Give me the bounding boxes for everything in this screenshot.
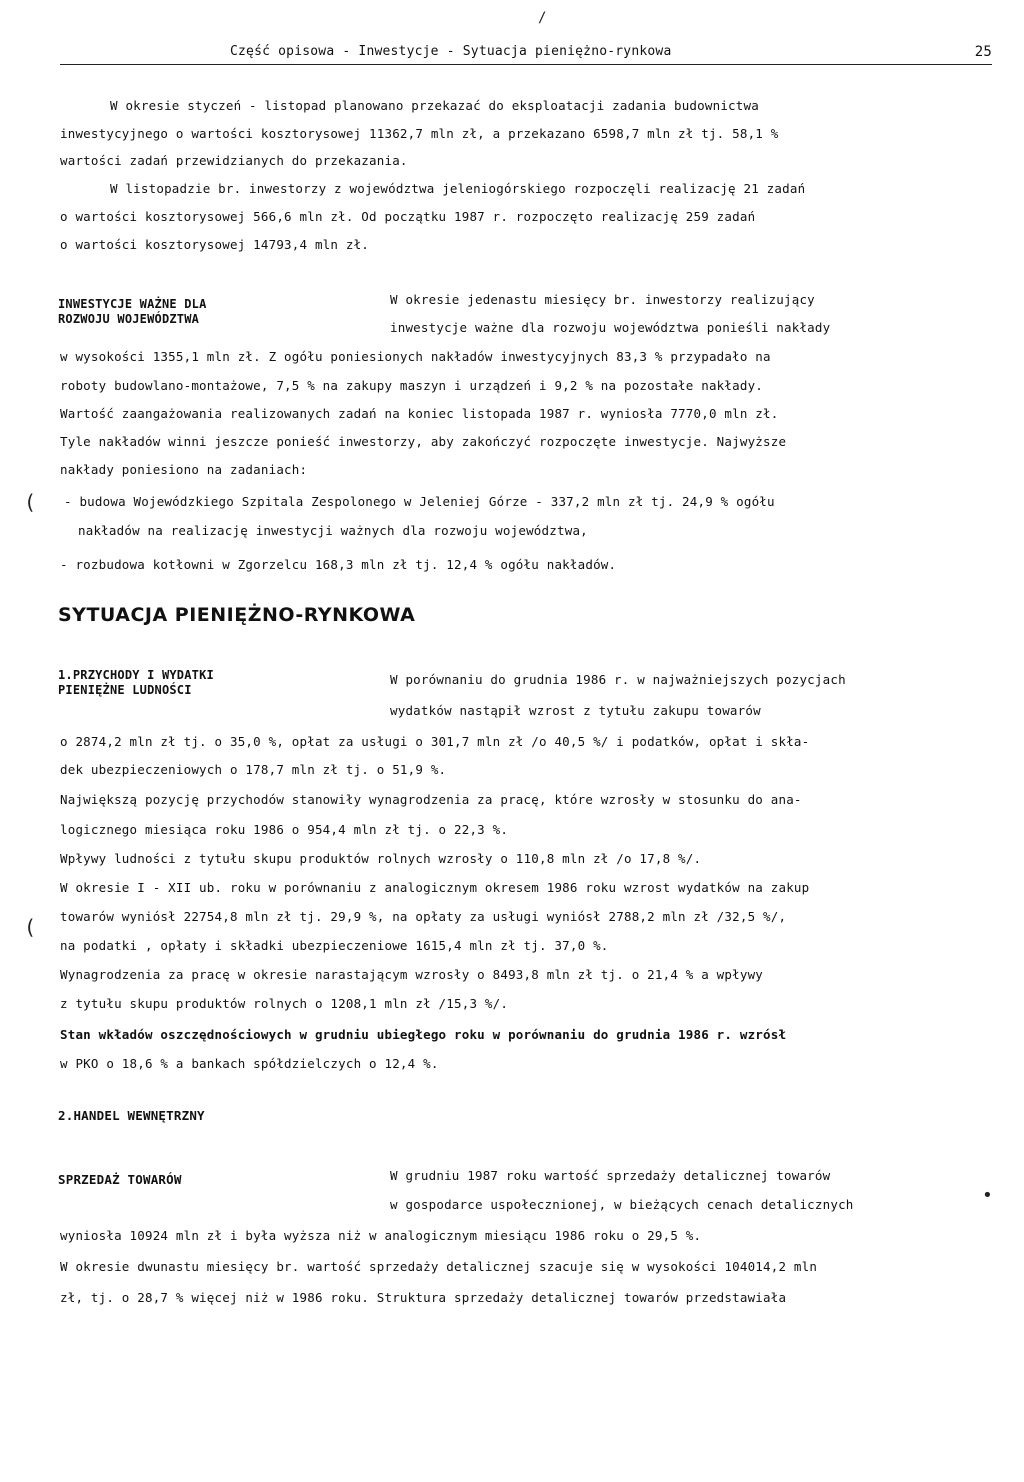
investments-heading-line-1: INWESTYCJE WAŻNE DLA bbox=[58, 297, 207, 311]
income-line-2: dek ubezpieczeniowych o 178,7 mln zł tj. o 51,9 %. bbox=[60, 762, 447, 777]
income-line-4: logicznego miesiąca roku 1986 o 954,4 mln zł tj. o 22,3 %. bbox=[60, 822, 509, 837]
investments-line-4: Tyle nakładów winni jeszcze ponieść inwestorzy, aby zakończyć rozpoczęte inwestycje. Najwyższe bbox=[60, 434, 787, 449]
income-line-1: o 2874,2 mln zł tj. o 35,0 %, opłat za usługi o 301,7 mln zł /o 40,5 %/ i podatków, opłat i skła- bbox=[60, 734, 810, 749]
trade-subheading: SPRZEDAŻ TOWARÓW bbox=[58, 1172, 182, 1187]
trade-right-1: W grudniu 1987 roku wartość sprzedaży detalicznej towarów bbox=[390, 1168, 831, 1183]
income-right-1: W porównaniu do grudnia 1986 r. w najważniejszych pozycjach bbox=[390, 672, 846, 687]
intro-line-6: o wartości kosztorysowej 14793,4 mln zł. bbox=[60, 237, 370, 252]
investments-line-6: - budowa Wojewódzkiego Szpitala Zespolonego w Jeleniej Górze - 337,2 mln zł tj. 24,9 % ogółu bbox=[64, 494, 775, 509]
investments-line-3: Wartość zaangażowania realizowanych zadań na koniec listopada 1987 r. wyniosła 7770,0 mln zł. bbox=[60, 406, 779, 421]
income-line-7: towarów wyniósł 22754,8 mln zł tj. 29,9 %, na opłaty za usługi wyniósł 2788,2 mln zł /32,5 %/, bbox=[60, 909, 787, 924]
trade-line-1: wyniosła 10924 mln zł i była wyższa niż w analogicznym miesiącu 1986 roku o 29,5 %. bbox=[60, 1228, 702, 1243]
page-header bbox=[60, 44, 992, 65]
bracket-mark: ( bbox=[24, 490, 37, 514]
investments-line-2: roboty budowlano-montażowe, 7,5 % na zakupy maszyn i urządzeń i 9,2 % na pozostałe nakłady. bbox=[60, 378, 764, 393]
investments-right-2: inwestycje ważne dla rozwoju województwa ponieśli nakłady bbox=[390, 320, 831, 335]
page-number: 25 bbox=[974, 44, 992, 60]
running-title: Część opisowa - Inwestycje - Sytuacja pieniężno-rynkowa bbox=[230, 44, 672, 59]
dot-mark: • bbox=[982, 1185, 994, 1206]
investments-heading bbox=[58, 297, 358, 327]
income-heading bbox=[58, 668, 358, 698]
investments-line-7: nakładów na realizację inwestycji ważnych dla rozwoju województwa, bbox=[78, 523, 588, 538]
intro-line-5: o wartości kosztorysowej 566,6 mln zł. Od początku 1987 r. rozpoczęto realizację 259 zadań bbox=[60, 209, 756, 224]
income-line-10: z tytułu skupu produktów rolnych o 1208,1 mln zł /15,3 %/. bbox=[60, 996, 509, 1011]
income-line-3: Największą pozycję przychodów stanowiły wynagrodzenia za pracę, które wzrosły w stosunku do ana- bbox=[60, 792, 802, 807]
intro-line-1: W okresie styczeń - listopad planowano przekazać do eksploatacji zadania budownictwa bbox=[110, 98, 759, 113]
income-line-11: Stan wkładów oszczędnościowych w grudniu ubiegłego roku w porównaniu do grudnia 1986 r. wzrósł bbox=[60, 1027, 787, 1042]
income-right-2: wydatków nastąpił wzrost z tytułu zakupu towarów bbox=[390, 703, 761, 718]
intro-line-3: wartości zadań przewidzianych do przekazania. bbox=[60, 153, 408, 168]
investments-line-1: w wysokości 1355,1 mln zł. Z ogółu poniesionych nakładów inwestycyjnych 83,3 % przypadało na bbox=[60, 349, 771, 364]
trade-line-3: zł, tj. o 28,7 % więcej niż w 1986 roku. Struktura sprzedaży detalicznej towarów przedstawiała bbox=[60, 1290, 787, 1305]
bracket-mark: ( bbox=[24, 915, 37, 939]
trade-heading: 2.HANDEL WEWNĘTRZNY bbox=[58, 1108, 205, 1123]
trade-line-2: W okresie dwunastu miesięcy br. wartość sprzedaży detalicznej szacuje się w wysokości 104014,2 mln bbox=[60, 1259, 818, 1274]
income-line-12: w PKO o 18,6 % a bankach spółdzielczych o 12,4 %. bbox=[60, 1056, 439, 1071]
trade-right-2: w gospodarce uspołecznionej, w bieżących cenach detalicznych bbox=[390, 1197, 854, 1212]
investments-line-8: - rozbudowa kotłowni w Zgorzelcu 168,3 mln zł tj. 12,4 % ogółu nakładów. bbox=[60, 557, 617, 572]
intro-line-4: W listopadzie br. inwestorzy z województwa jeleniogórskiego rozpoczęli realizację 21 zadań bbox=[110, 181, 806, 196]
section-title: SYTUACJA PIENIĘŻNO-RYNKOWA bbox=[58, 604, 416, 626]
investments-right-1: W okresie jedenastu miesięcy br. inwestorzy realizujący bbox=[390, 292, 815, 307]
income-heading-line-1: 1.PRZYCHODY I WYDATKI bbox=[58, 668, 214, 682]
intro-line-2: inwestycyjnego o wartości kosztorysowej 11362,7 mln zł, a przekazano 6598,7 mln zł tj. 58,1 % bbox=[60, 126, 779, 141]
income-line-5: Wpływy ludności z tytułu skupu produktów rolnych wzrosły o 110,8 mln zł /o 17,8 %/. bbox=[60, 851, 702, 866]
income-line-8: na podatki , opłaty i składki ubezpieczeniowe 1615,4 mln zł tj. 37,0 %. bbox=[60, 938, 609, 953]
investments-heading-line-2: ROZWOJU WOJEWÓDZTWA bbox=[58, 312, 200, 326]
income-line-9: Wynagrodzenia za pracę w okresie narastającym wzrosły o 8493,8 mln zł tj. o 21,4 % a wpływy bbox=[60, 967, 764, 982]
investments-line-5: nakłady poniesiono na zadaniach: bbox=[60, 462, 308, 477]
income-heading-line-2: PIENIĘŻNE LUDNOŚCI bbox=[58, 683, 192, 697]
scan-mark: / bbox=[538, 10, 547, 26]
income-line-6: W okresie I - XII ub. roku w porównaniu z analogicznym okresem 1986 roku wzrost wydatków na zakup bbox=[60, 880, 810, 895]
